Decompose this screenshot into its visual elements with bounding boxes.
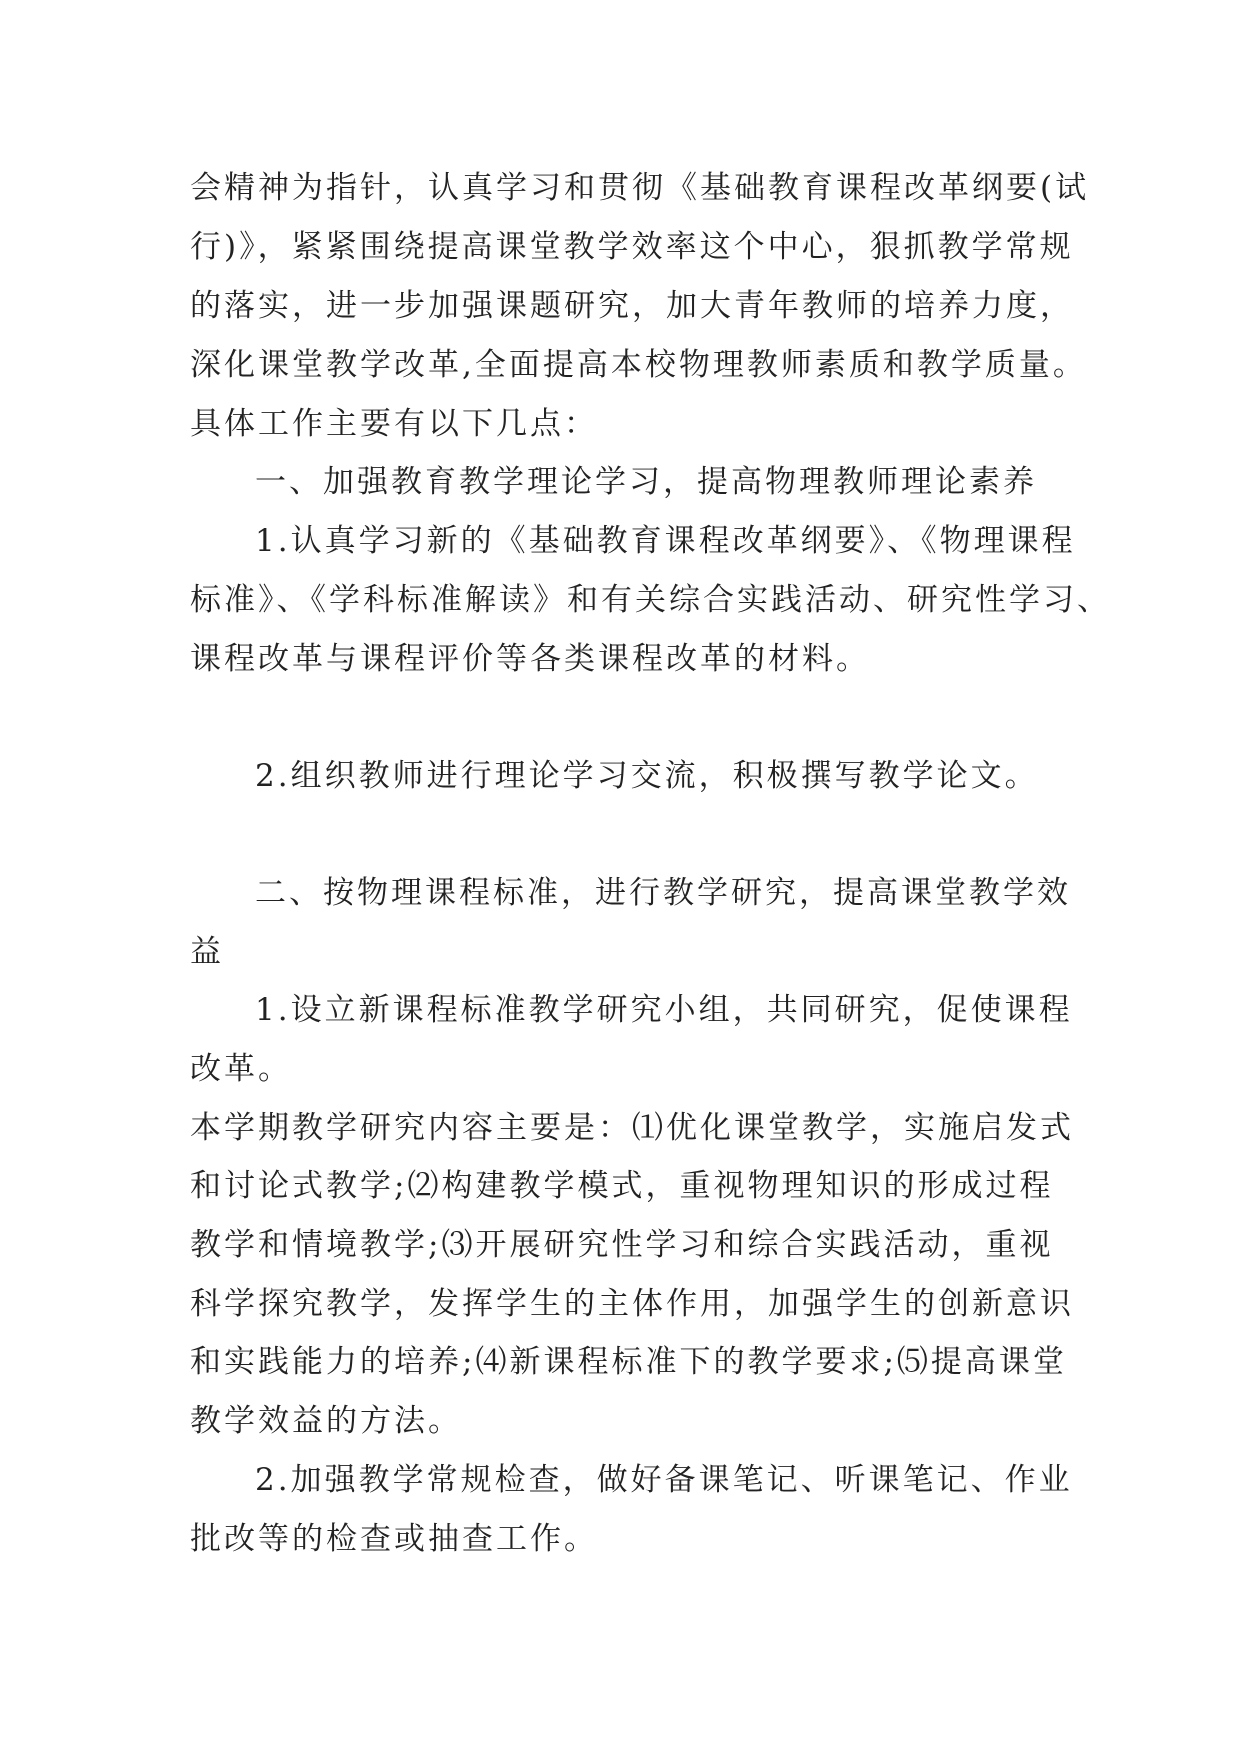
text-line: 标准》、《学科标准解读》和有关综合实践活动、研究性学习、 — [190, 582, 1111, 618]
text-line: 益 — [190, 934, 224, 970]
text-line: 和讨论式教学;⑵构建教学模式，重视物理知识的形成过程 — [190, 1168, 1054, 1204]
section-heading: 二、按物理课程标准，进行教学研究，提高课堂教学效 — [255, 875, 1071, 911]
list-item: 2.加强教学常规检查，做好备课笔记、听课笔记、作业 — [255, 1462, 1073, 1498]
text-line: 批改等的检查或抽查工作。 — [190, 1521, 598, 1557]
text-line: 具体工作主要有以下几点： — [190, 406, 598, 442]
text-line: 改革。 — [190, 1051, 292, 1087]
list-item: 1.设立新课程标准教学研究小组，共同研究，促使课程 — [255, 992, 1073, 1028]
text-line: 教学效益的方法。 — [190, 1403, 462, 1439]
list-item: 1.认真学习新的《基础教育课程改革纲要》、《物理课程 — [255, 523, 1076, 559]
text-line: 课程改革与课程评价等各类课程改革的材料。 — [190, 641, 870, 677]
text-line: 本学期教学研究内容主要是：⑴优化课堂教学，实施启发式 — [190, 1110, 1074, 1146]
text-line: 会精神为指针，认真学习和贯彻《基础教育课程改革纲要(试 — [190, 170, 1090, 206]
list-item: 2.组织教师进行理论学习交流，积极撰写教学论文。 — [255, 758, 1039, 794]
text-line: 教学和情境教学;⑶开展研究性学习和综合实践活动，重视 — [190, 1227, 1054, 1263]
section-heading: 一、加强教育教学理论学习，提高物理教师理论素养 — [255, 464, 1037, 500]
text-line: 科学探究教学，发挥学生的主体作用，加强学生的创新意识 — [190, 1286, 1074, 1322]
text-line: 行)》，紧紧围绕提高课堂教学效率这个中心，狠抓教学常规 — [190, 229, 1074, 265]
text-line: 和实践能力的培养;⑷新课程标准下的教学要求;⑸提高课堂 — [190, 1344, 1067, 1380]
text-line: 深化课堂教学改革,全面提高本校物理教师素质和教学质量。 — [190, 347, 1087, 383]
text-line: 的落实，进一步加强课题研究，加大青年教师的培养力度， — [190, 288, 1074, 324]
